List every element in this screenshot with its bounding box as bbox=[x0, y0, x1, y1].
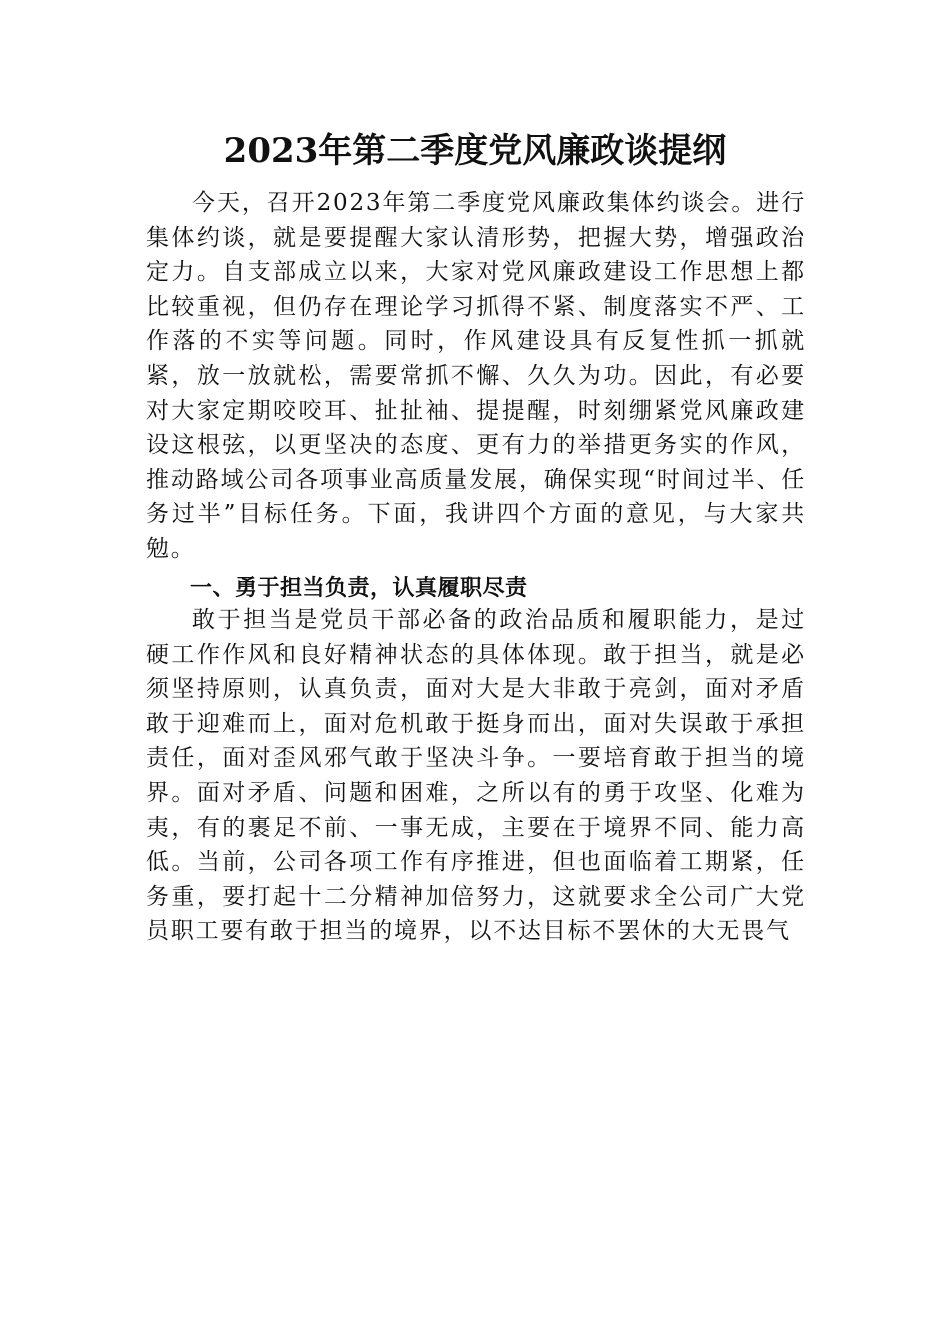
document-title: 2023年第二季度党风廉政谈提纲 bbox=[223, 131, 727, 171]
section-heading-1: 一、勇于担当负责，认真履职尽责 bbox=[190, 576, 528, 601]
intro-paragraph: 今天，召开2023年第二季度党风廉政集体约谈会。进行集体约谈，就是要提醒大家认清形势，把握大势，增强政治定力。自支部成立以来，大家对党风廉政建设工作思想上都比较重视，但仍存在理论学习抓得不紧、制度落实不严、工作落的不实等问题。同时，作风建设具有反复性抓一抓就紧，放一放就松，需要常抓不懈、久久为功。因此，有必要对大家定期咬咬耳、扯扯袖、提提醒，时刻绷紧党风廉政建设这根弦，以更坚决的态度、更有力的举措更务实的作风，推动路域公司各项事业高质量发展，确保实现“时间过半、任务过半”目标任务。下面，我讲四个方面的意见，与大家共勉。 bbox=[146, 190, 806, 562]
section-1-paragraph: 敢于担当是党员干部必备的政治品质和履职能力，是过硬工作作风和良好精神状态的具体体现。敢于担当，就是必须坚持原则，认真负责，面对大是大非敢于亮剑，面对矛盾敢于迎难而上，面对危机敢于挺身而出，面对失误敢于承担责任，面对歪风邪气敢于坚决斗争。一要培育敢于担当的境界。面对矛盾、问题和困难，之所以有的勇于攻坚、化难为夷，有的裹足不前、一事无成，主要在于境界不同、能力高低。当前，公司各项工作有序推进，但也面临着工期紧，任务重，要打起十二分精神加倍努力，这就要求全公司广大党员职工要有敢于担当的境界，以不达目标不罢休的大无畏气 bbox=[146, 607, 806, 945]
